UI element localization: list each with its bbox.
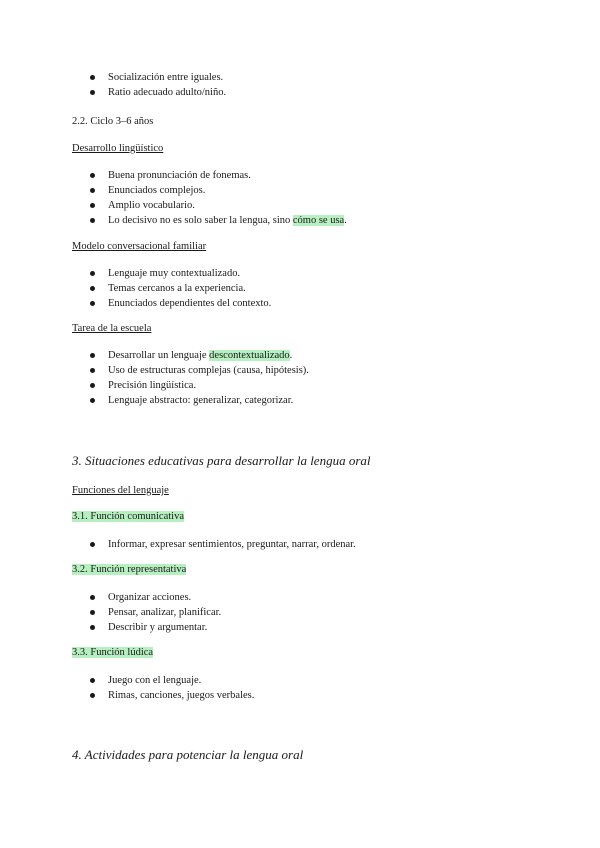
subheading-desarrollo: Desarrollo lingüístico: [72, 143, 164, 154]
top-list: [90, 70, 226, 100]
subheading-tarea: Tarea de la escuela: [72, 323, 152, 334]
list-item: Precisión lingüística.: [90, 378, 309, 393]
section-heading-4: 4. Actividades para potenciar la lengua oral: [72, 747, 304, 762]
list-item: Temas cercanos a la experiencia.: [90, 281, 271, 296]
item-text: Desarrollar un lenguaje: [108, 350, 210, 361]
section-heading-3: 3. Situaciones educativas para desarrollar la lengua oral: [72, 453, 371, 468]
list-item: [90, 213, 347, 228]
item-text: Lo decisivo no es solo saber la lengua, sino: [108, 215, 293, 226]
list-item: Ratio adecuado adulto/niño.: [90, 85, 226, 100]
list-item: Buena pronunciación de fonemas.: [90, 168, 347, 183]
list-item: Describir y argumentar.: [90, 620, 221, 635]
list-item: Socialización entre iguales.: [90, 70, 226, 85]
heading-3-3: [72, 647, 153, 658]
list-item: Organizar acciones.: [90, 590, 221, 605]
item-text-end: .: [289, 350, 293, 361]
subheading-modelo: Modelo conversacional familiar: [72, 241, 207, 252]
item-text-end: .: [344, 215, 347, 226]
list-item: Enunciados dependientes del contexto.: [90, 296, 271, 311]
highlighted-heading: 3.1. Función comunicativa: [72, 511, 184, 522]
list-item: Rimas, canciones, juegos verbales.: [90, 688, 254, 703]
list-item: Lenguaje muy contextualizado.: [90, 266, 271, 281]
list-item: Pensar, analizar, planificar.: [90, 605, 221, 620]
list-item: [90, 348, 309, 363]
heading-3-1: [72, 511, 184, 522]
highlighted-heading: 3.3. Función lúdica: [72, 647, 154, 658]
list-item: Informar, expresar sentimientos, preguntar, narrar, ordenar.: [90, 537, 356, 552]
desarrollo-list: [90, 168, 347, 228]
section-heading-2-2: 2.2. Ciclo 3–6 años: [72, 116, 154, 127]
tarea-list: [90, 348, 309, 408]
list-item: Amplio vocabulario.: [90, 198, 347, 213]
list-item: Lenguaje abstracto: generalizar, categorizar.: [90, 393, 309, 408]
list-item: Enunciados complejos.: [90, 183, 347, 198]
highlighted-heading: 3.2. Función representativa: [72, 564, 187, 575]
list-item: Juego con el lenguaje.: [90, 673, 254, 688]
highlighted-text: descontextualizado: [209, 350, 290, 361]
f32-list: [90, 590, 221, 635]
f31-list: [90, 537, 356, 552]
modelo-list: [90, 266, 271, 311]
highlighted-text: cómo se usa: [292, 215, 345, 226]
heading-3-2: [72, 564, 186, 575]
subheading-funciones: Funciones del lenguaje: [72, 485, 169, 496]
f33-list: [90, 673, 254, 703]
list-item: Uso de estructuras complejas (causa, hipótesis).: [90, 363, 309, 378]
